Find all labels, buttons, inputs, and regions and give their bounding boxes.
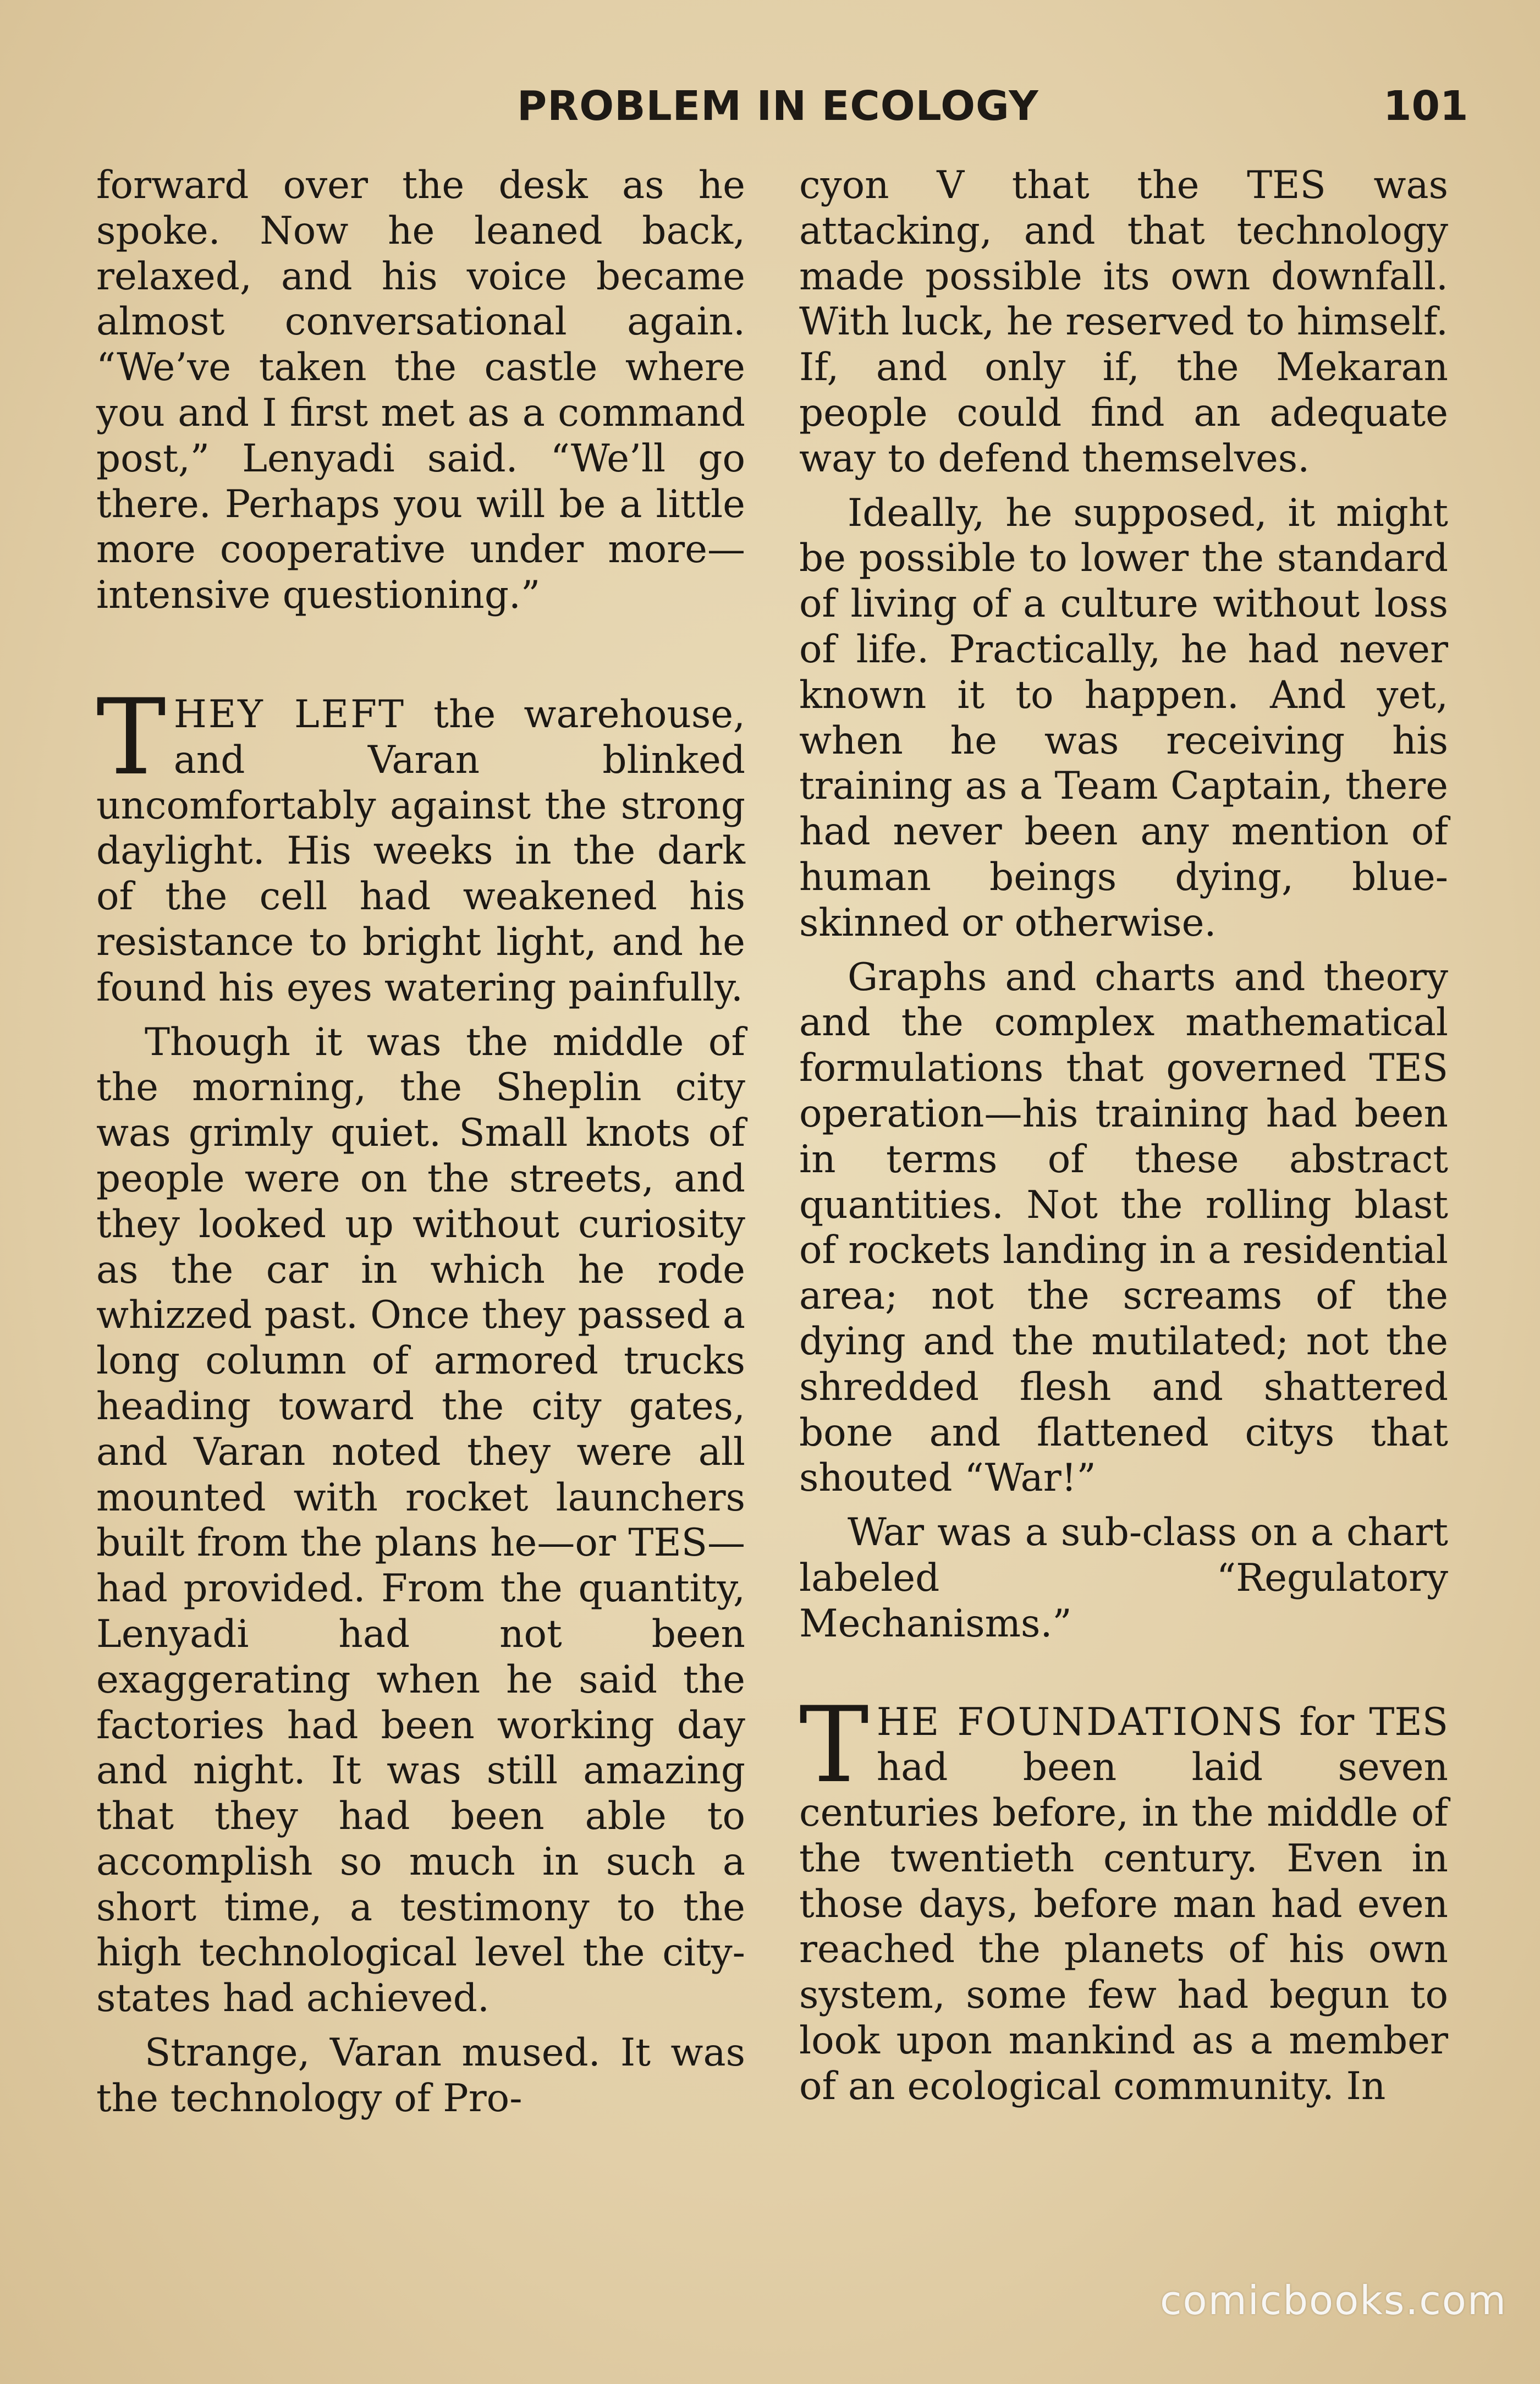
- section-paragraph: [799, 1684, 1449, 2110]
- lead-in: HE FOUNDATIONS: [876, 1700, 1285, 1744]
- paragraph: War was a sub-class on a chart labeled “Regulatory Mechanisms.”: [799, 1510, 1448, 1646]
- paragraph: cyon V that the TES was attacking, and that technology made possible its own downfall. With luck, he reserved to himself. If, and only if, the Mekaran people could find an adequate way to defend themselves.: [799, 163, 1448, 481]
- page-number: 101: [1383, 83, 1469, 130]
- paragraph: Though it was the middle of the morning, the Sheplin city was grimly quiet. Small knots of people were on the streets, and they looked up without curiosity as the car in which he rode whizzed past. Once they passed a long column of armored trucks heading toward the city gates, and Varan noted they were all mounted with rocket launchers built from the plans he—or TES—had provided. From the quantity, Lenyadi had not been exaggerating when he said the factories had been working day and night. It was still amazing that they had been able to accomplish so much in such a short time, a testimony to the high technological level the city-states had achieved.: [96, 1020, 745, 2021]
- paragraph-text: for TES had been laid seven centuries before, in the middle of the twentieth century. Even in those days, before man had even reached the planets of his own system, some few had begun to look upon mankind as a member of an ecological community. In: [799, 1700, 1449, 2108]
- section-paragraph: [96, 676, 745, 1011]
- right-column: [799, 163, 1448, 2118]
- paragraph: forward over the desk as he spoke. Now he leaned back, relaxed, and his voice became almost conversational again. “We’ve taken the castle where you and I first met as a command post,” Lenyadi said. “We’ll go there. Perhaps you will be a little more cooperative under more—intensive questioning.”: [96, 163, 745, 618]
- paragraph: Strange, Varan mused. It was the technology of Pro-: [96, 2031, 745, 2121]
- left-column: [96, 163, 745, 2130]
- running-title: PROBLEM IN ECOLOGY: [517, 83, 1039, 130]
- drop-cap: T: [96, 676, 166, 798]
- site-watermark: comicbooks.com: [1159, 2277, 1507, 2323]
- lead-in: HEY LEFT: [173, 692, 406, 737]
- drop-cap: T: [799, 1684, 869, 1806]
- paragraph: Ideally, he supposed, it might be possible to lower the standard of living of a culture without loss of life. Practically, he had never known it to happen. And yet, when he was receiving his training as a Team Captain, there had never been any mention of human beings dying, blue-skinned or otherwise.: [799, 491, 1448, 945]
- paragraph-text: the warehouse, and Varan blinked uncomfortably against the strong daylight. His weeks in the dark of the cell had weakened his resistance to bright light, and he found his eyes watering painfully.: [96, 692, 745, 1010]
- paragraph: Graphs and charts and theory and the complex mathematical formulations that governed TES operation—his training had been in terms of these abstract quantities. Not the rolling blast of rockets landing in a residential area; not the screams of the dying and the mutilated; not the shredded flesh and shattered bone and flattened citys that shouted “War!”: [799, 955, 1448, 1501]
